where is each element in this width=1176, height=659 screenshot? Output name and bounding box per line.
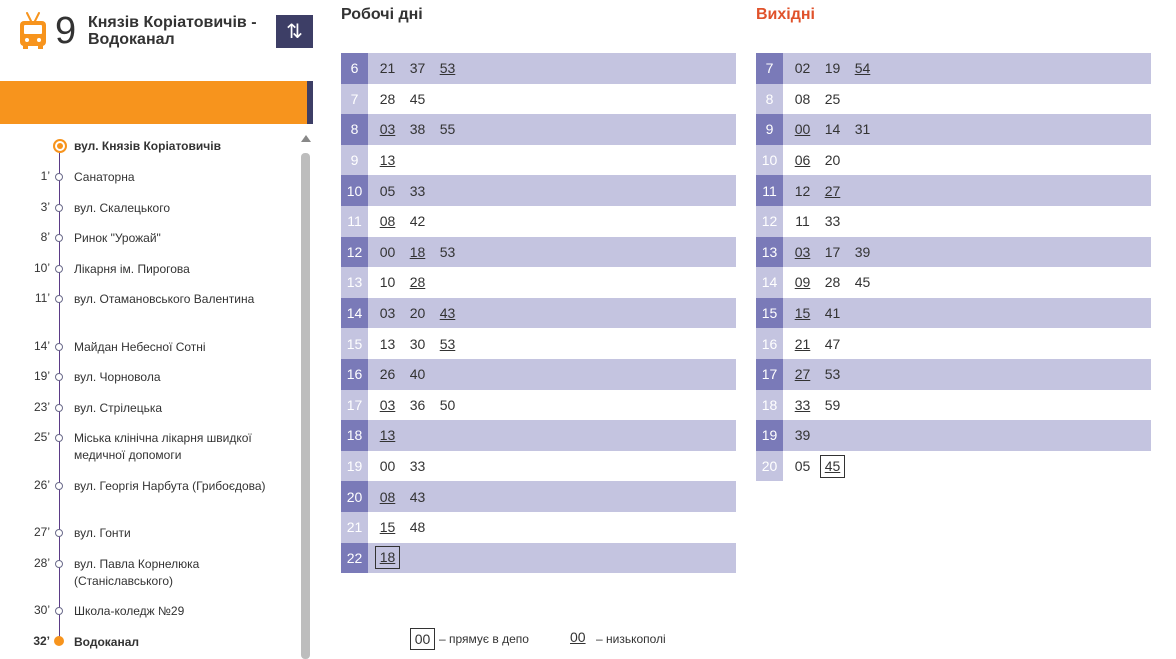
- departure-minute: 39: [854, 243, 871, 260]
- minutes: [376, 512, 436, 543]
- minutes: [376, 267, 436, 298]
- departure-minute: 30: [409, 335, 426, 352]
- weekend-title: Вихідні: [756, 6, 815, 23]
- departure-minute: 06: [794, 152, 811, 169]
- timetable-row: [756, 420, 1151, 451]
- stop-name: вул. Гонти: [74, 526, 131, 540]
- timetable-row: [341, 390, 736, 421]
- hour-cell: 8: [756, 84, 783, 115]
- stop-time: 27’: [33, 525, 50, 539]
- hour-cell: 21: [341, 512, 368, 543]
- trolleybus-icon: [18, 12, 48, 50]
- timetable-row: [341, 512, 736, 543]
- departure-minute: 11: [795, 213, 810, 230]
- departure-minute: 28: [824, 274, 841, 291]
- stop-time: 26’: [33, 478, 50, 492]
- minutes: [376, 175, 436, 206]
- departure-minute: 55: [439, 121, 456, 138]
- timetable-row: [341, 481, 736, 512]
- hour-cell: 9: [341, 145, 368, 176]
- timetable-row: [756, 267, 1151, 298]
- timetable-row: [756, 359, 1151, 390]
- hour-cell: 15: [341, 328, 368, 359]
- departure-minute: 03: [379, 121, 396, 138]
- hour-cell: 17: [756, 359, 783, 390]
- timetable-row: [341, 543, 736, 574]
- minutes: [376, 328, 466, 359]
- minutes: [376, 206, 436, 237]
- stop-time: 25’: [33, 430, 50, 444]
- hour-cell: 20: [341, 481, 368, 512]
- legend-lowfloor-sample: 00: [570, 629, 586, 645]
- stop-marker-icon: [55, 560, 63, 568]
- minutes: [791, 359, 851, 390]
- departure-minute: 05: [794, 458, 811, 475]
- hour-cell: 11: [756, 175, 783, 206]
- departure-minute: 33: [824, 213, 841, 230]
- departure-minute: 21: [379, 60, 396, 77]
- departure-minute: 14: [824, 121, 841, 138]
- stop-name: вул. Князів Коріатовичів: [74, 139, 221, 153]
- minutes: [376, 84, 436, 115]
- departure-minute: 17: [824, 243, 841, 260]
- stop-time: 28’: [33, 556, 50, 570]
- legend-depot-sample: 00: [410, 628, 435, 650]
- departure-minute: 53: [439, 243, 456, 260]
- departure-minute: 45: [409, 90, 426, 107]
- stop-time: 30’: [33, 603, 50, 617]
- departure-minute: 33: [794, 396, 811, 413]
- timetable-row: [756, 145, 1151, 176]
- hour-cell: 7: [341, 84, 368, 115]
- timetable-row: [756, 237, 1151, 268]
- stop-marker-icon: [55, 173, 63, 181]
- timetable-row: [341, 145, 736, 176]
- route-color-bar-edge: [307, 81, 313, 124]
- departure-minute: 53: [439, 60, 456, 77]
- stop-name: вул. Отамановського Валентина: [74, 292, 255, 306]
- departure-minute: 08: [379, 213, 396, 230]
- legend-depot-text: – прямує в депо: [439, 632, 529, 646]
- timetable-row: [341, 359, 736, 390]
- departure-minute: 53: [439, 335, 456, 352]
- weekend-timetable: [756, 53, 1151, 481]
- hour-cell: 22: [341, 543, 368, 574]
- stop-name: вул. Павла Корнелюка (Станіславського): [74, 557, 200, 588]
- stop-time: 10’: [33, 261, 50, 275]
- departure-minute: 26: [379, 366, 396, 383]
- departure-minute: 37: [409, 60, 426, 77]
- departure-minute: 13: [379, 335, 396, 352]
- departure-minute: 20: [409, 305, 426, 322]
- minutes: [791, 267, 881, 298]
- timetable-row: [341, 175, 736, 206]
- departure-minute: 36: [409, 396, 426, 413]
- hour-cell: 19: [756, 420, 783, 451]
- timetable-row: [756, 114, 1151, 145]
- stop-time: 11’: [34, 291, 50, 305]
- scroll-thumb[interactable]: [301, 153, 310, 659]
- minutes: [791, 390, 851, 421]
- departure-minute: 59: [824, 396, 841, 413]
- minutes: [791, 420, 821, 451]
- minutes: [791, 206, 851, 237]
- timetable-row: [341, 298, 736, 329]
- hour-cell: 16: [756, 328, 783, 359]
- hour-cell: 16: [341, 359, 368, 390]
- stop-name: Школа-коледж №29: [74, 604, 185, 618]
- hour-cell: 7: [756, 53, 783, 84]
- stop-marker-icon: [54, 636, 64, 646]
- route-color-bar: [0, 81, 307, 124]
- departure-minute: 25: [824, 90, 841, 107]
- stop-name: Міська клінічна лікарня швидкої медичної допомоги: [74, 431, 252, 462]
- departure-minute: 33: [409, 182, 426, 199]
- hour-cell: 13: [341, 267, 368, 298]
- departure-minute: 33: [409, 458, 426, 475]
- stop-name: вул. Чорновола: [74, 370, 161, 384]
- timetable-row: [341, 420, 736, 451]
- timetable-row: [756, 206, 1151, 237]
- departure-minute: 00: [794, 121, 811, 138]
- departure-minute: 00: [379, 243, 396, 260]
- departure-minute: 19: [824, 60, 841, 77]
- stop-marker-icon: [55, 234, 63, 242]
- minutes: [376, 145, 406, 176]
- departure-minute: 13: [379, 152, 396, 169]
- timetable-row: [341, 237, 736, 268]
- stop-name: Ринок "Урожай": [74, 231, 161, 245]
- timetable-row: [341, 84, 736, 115]
- minutes: [376, 237, 466, 268]
- minutes: [791, 84, 851, 115]
- minutes: [791, 175, 851, 206]
- timetable-row: [341, 53, 736, 84]
- scroll-up-arrow-icon[interactable]: [301, 135, 311, 142]
- timetable-row: [756, 53, 1151, 84]
- timetable-row: [756, 84, 1151, 115]
- stop-name: Майдан Небесної Сотні: [74, 340, 206, 354]
- departure-minute: 40: [409, 366, 426, 383]
- hour-cell: 13: [756, 237, 783, 268]
- stop-name: Санаторна: [74, 170, 135, 184]
- stop-time: 23’: [33, 400, 50, 414]
- departure-minute: 08: [379, 488, 396, 505]
- stop-time: 32’: [33, 634, 50, 648]
- hour-cell: 15: [756, 298, 783, 329]
- hour-cell: 14: [756, 267, 783, 298]
- timetable-row: [341, 328, 736, 359]
- route-panel: [0, 0, 313, 659]
- stop-time: 14’: [33, 339, 50, 353]
- departure-minute: 53: [824, 366, 841, 383]
- minutes: [376, 114, 466, 145]
- hour-cell: 19: [341, 451, 368, 482]
- departure-minute: 28: [409, 274, 426, 291]
- minutes: [376, 298, 466, 329]
- weekday-title: Робочі дні: [341, 6, 423, 23]
- route-name: Князів Коріатовичів - Водоканал: [88, 14, 257, 48]
- minutes: [376, 543, 406, 574]
- departure-minute: 02: [794, 60, 811, 77]
- departure-minute: 03: [379, 305, 396, 322]
- departure-minute: 08: [794, 90, 811, 107]
- stop-list: [0, 124, 300, 659]
- departure-minute: 18: [375, 546, 400, 569]
- departure-minute: 28: [379, 90, 396, 107]
- stop-name: Лікарня ім. Пирогова: [74, 262, 190, 276]
- hour-cell: 12: [756, 206, 783, 237]
- departure-minute: 42: [409, 213, 426, 230]
- minutes: [791, 298, 851, 329]
- hour-cell: 14: [341, 298, 368, 329]
- hour-cell: 18: [341, 420, 368, 451]
- hour-cell: 10: [341, 175, 368, 206]
- hour-cell: 11: [341, 206, 368, 237]
- hour-cell: 17: [341, 390, 368, 421]
- departure-minute: 43: [409, 488, 426, 505]
- minutes: [376, 53, 466, 84]
- stop-marker-icon: [55, 607, 63, 615]
- stop-marker-icon: [55, 529, 63, 537]
- hour-cell: 12: [341, 237, 368, 268]
- timetable-row: [341, 451, 736, 482]
- departure-minute: 10: [379, 274, 396, 291]
- departure-minute: 48: [409, 519, 426, 536]
- hour-cell: 9: [756, 114, 783, 145]
- stop-marker-icon: [53, 139, 67, 153]
- stop-time: 19’: [33, 369, 50, 383]
- minutes: [791, 114, 881, 145]
- weekday-timetable: [341, 53, 736, 573]
- departure-minute: 45: [820, 455, 845, 478]
- minutes: [376, 481, 436, 512]
- stop-name: вул. Стрілецька: [74, 401, 163, 415]
- departure-minute: 03: [794, 243, 811, 260]
- departure-minute: 38: [409, 121, 426, 138]
- departure-minute: 47: [824, 335, 841, 352]
- stop-name: вул. Георгія Нарбута (Грибоєдова): [74, 479, 266, 493]
- departure-minute: 05: [379, 182, 396, 199]
- departure-minute: 43: [439, 305, 456, 322]
- departure-minute: 27: [824, 182, 841, 199]
- timetable-row: [756, 298, 1151, 329]
- stop-marker-icon: [55, 404, 63, 412]
- minutes: [791, 53, 881, 84]
- departure-minute: 54: [854, 60, 871, 77]
- departure-minute: 31: [854, 121, 871, 138]
- departure-minute: 45: [854, 274, 871, 291]
- hour-cell: 20: [756, 451, 783, 482]
- hour-cell: 8: [341, 114, 368, 145]
- stop-list-scrollbar[interactable]: [300, 135, 311, 659]
- timetable-row: [756, 328, 1151, 359]
- stop-marker-icon: [55, 434, 63, 442]
- stop-time: 1’: [40, 169, 50, 183]
- stop-marker-icon: [55, 204, 63, 212]
- minutes: [376, 451, 436, 482]
- departure-minute: 09: [794, 274, 811, 291]
- hour-cell: 18: [756, 390, 783, 421]
- departure-minute: 20: [824, 152, 841, 169]
- minutes: [791, 451, 851, 482]
- swap-arrows-icon: ⇅: [286, 21, 303, 43]
- departure-minute: 03: [379, 396, 396, 413]
- departure-minute: 15: [794, 305, 811, 322]
- minutes: [376, 420, 406, 451]
- timetable-row: [756, 390, 1151, 421]
- hour-cell: 10: [756, 145, 783, 176]
- departure-minute: 15: [379, 519, 396, 536]
- stop-time: 8’: [40, 230, 50, 244]
- departure-minute: 12: [794, 182, 811, 199]
- minutes: [791, 237, 881, 268]
- minutes: [376, 359, 436, 390]
- timetable-row: [341, 206, 736, 237]
- route-header: [0, 0, 313, 72]
- timetable-row: [341, 267, 736, 298]
- minutes: [791, 145, 851, 176]
- departure-minute: 18: [409, 243, 426, 260]
- route-number: 9: [55, 10, 77, 52]
- stop-time: 3’: [40, 200, 50, 214]
- departure-minute: 50: [439, 396, 456, 413]
- timetable-row: [756, 451, 1151, 482]
- timetable-row: [341, 114, 736, 145]
- minutes: [791, 328, 851, 359]
- stop-name: вул. Скалецького: [74, 201, 171, 215]
- stop-marker-icon: [55, 295, 63, 303]
- departure-minute: 27: [794, 366, 811, 383]
- stop-marker-icon: [55, 343, 63, 351]
- departure-minute: 41: [824, 305, 841, 322]
- stop-marker-icon: [55, 482, 63, 490]
- timetable-row: [756, 175, 1151, 206]
- stop-marker-icon: [55, 373, 63, 381]
- legend-lowfloor-text: – низькополі: [596, 632, 666, 646]
- departure-minute: 21: [794, 335, 811, 352]
- departure-minute: 39: [794, 427, 811, 444]
- minutes: [376, 390, 466, 421]
- stop-name: Водоканал: [74, 635, 140, 649]
- hour-cell: 6: [341, 53, 368, 84]
- departure-minute: 13: [379, 427, 396, 444]
- departure-minute: 00: [379, 458, 396, 475]
- stop-marker-icon: [55, 265, 63, 273]
- swap-direction-button[interactable]: [276, 15, 313, 48]
